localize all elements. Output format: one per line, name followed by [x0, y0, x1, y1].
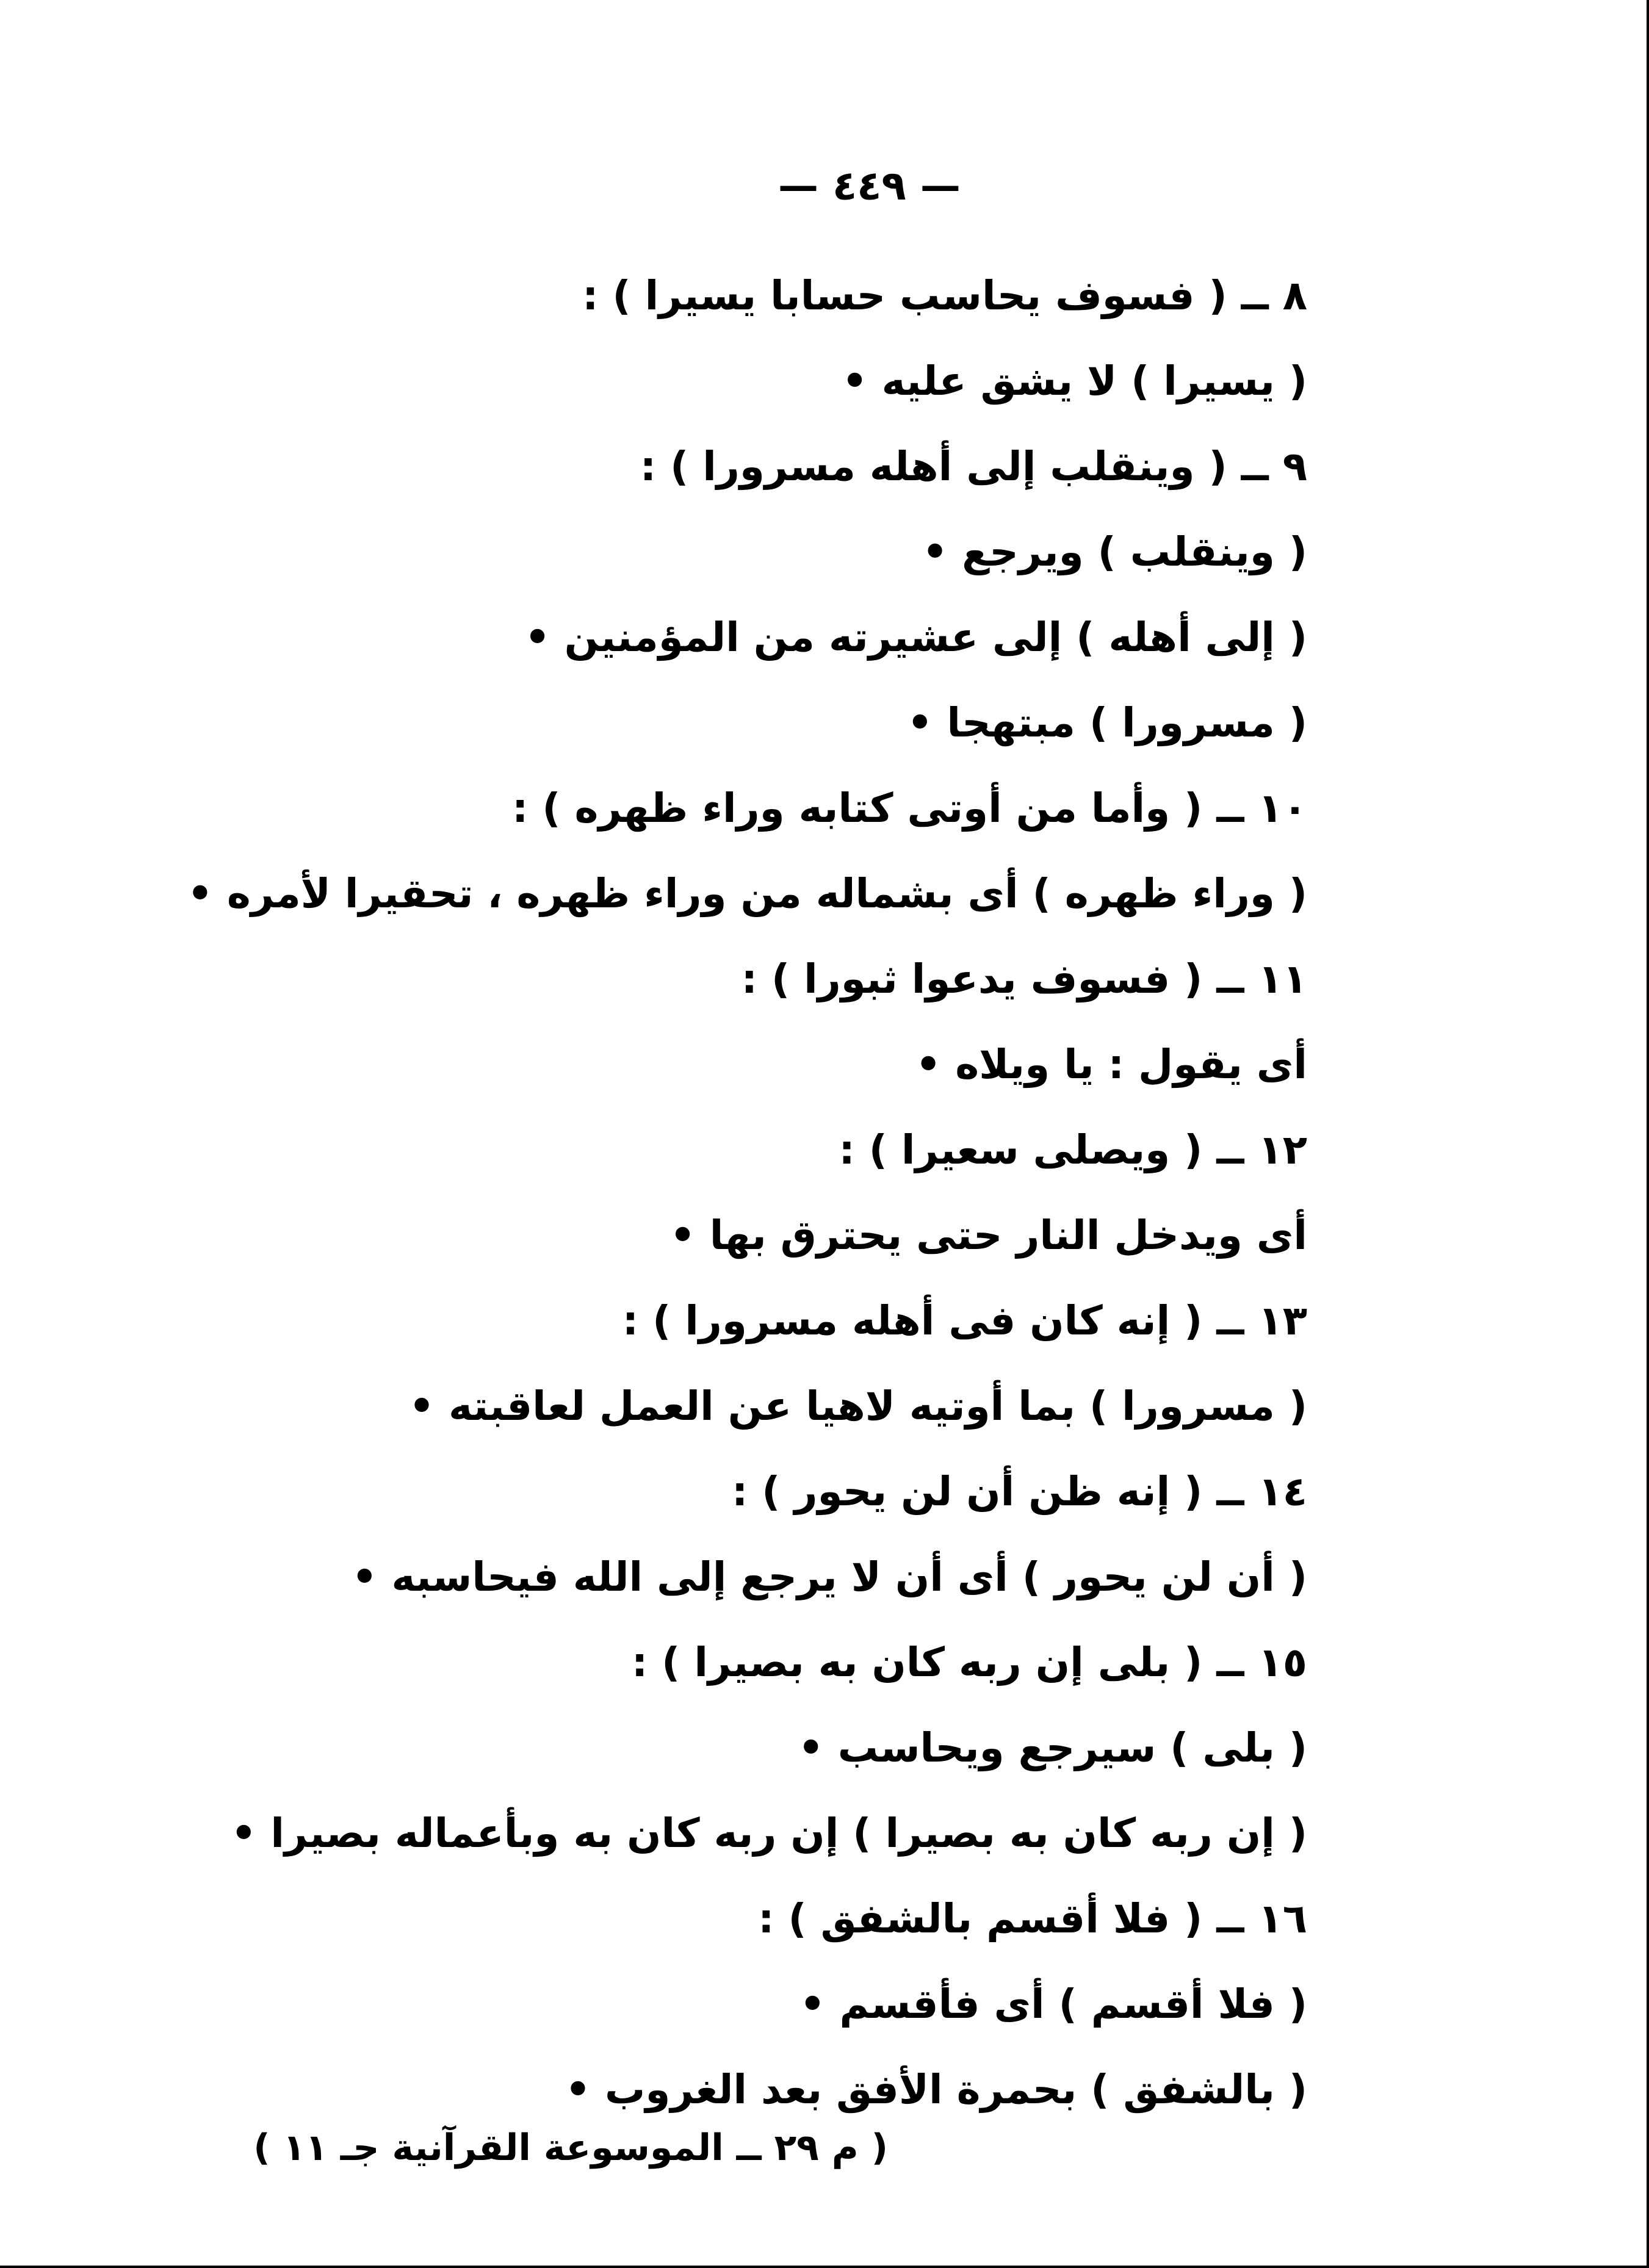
text-line-21: ( فلا أقسم ) أى فأقسم • — [799, 1981, 1307, 2028]
page-body — [148, 253, 1307, 2133]
text-line-11: ١٢ ــ ( ويصلى سعيرا ) : — [839, 1126, 1307, 1173]
text-line-19: ( إن ربه كان به بصيرا ) إن ربه كان به وبأعماله بصيرا • — [231, 1810, 1307, 1857]
text-line-22: ( بالشفق ) بحمرة الأفق بعد الغروب • — [565, 2066, 1307, 2113]
text-line-14: ( مسرورا ) بما أوتيه لاهيا عن العمل لعاقبته • — [408, 1383, 1307, 1430]
text-line-16: ( أن لن يحور ) أى أن لا يرجع إلى الله فيحاسبه • — [352, 1553, 1307, 1600]
text-line-2: ( يسيرا ) لا يشق عليه • — [842, 358, 1307, 405]
text-line-12: أى ويدخل النار حتى يحترق بها • — [669, 1212, 1307, 1259]
text-line-6: ( مسرورا ) مبتهجا • — [907, 699, 1307, 746]
text-line-3: ٩ ــ ( وينقلب إلى أهله مسرورا ) : — [640, 443, 1307, 490]
text-line-18: ( بلى ) سيرجع ويحاسب • — [798, 1724, 1307, 1771]
text-line-8: ( وراء ظهره ) أى بشماله من وراء ظهره ، تحقيرا لأمره • — [187, 870, 1307, 917]
text-line-15: ١٤ ــ ( إنه ظن أن لن يحور ) : — [731, 1468, 1307, 1515]
text-line-20: ١٦ ــ ( فلا أقسم بالشفق ) : — [758, 1895, 1307, 1942]
text-line-5: ( إلى أهله ) إلى عشيرته من المؤمنين • — [524, 614, 1307, 661]
footer-note: ( م ٢٩ ــ الموسوعة القرآنية جـ ١١ ) — [253, 2126, 888, 2169]
text-line-10: أى يقول : يا ويلاه • — [915, 1041, 1307, 1088]
text-line-13: ١٣ ــ ( إنه كان فى أهله مسرورا ) : — [622, 1297, 1307, 1344]
text-line-9: ١١ ــ ( فسوف يدعوا ثبورا ) : — [741, 956, 1307, 1003]
page-number: — ٤٤٩ — — [778, 162, 961, 209]
text-line-1: ٨ ــ ( فسوف يحاسب حسابا يسيرا ) : — [582, 272, 1307, 319]
text-line-7: ١٠ ــ ( وأما من أوتى كتابه وراء ظهره ) : — [512, 785, 1307, 832]
text-line-4: ( وينقلب ) ويرجع • — [922, 528, 1307, 575]
text-line-17: ١٥ ــ ( بلى إن ربه كان به بصيرا ) : — [631, 1639, 1307, 1686]
